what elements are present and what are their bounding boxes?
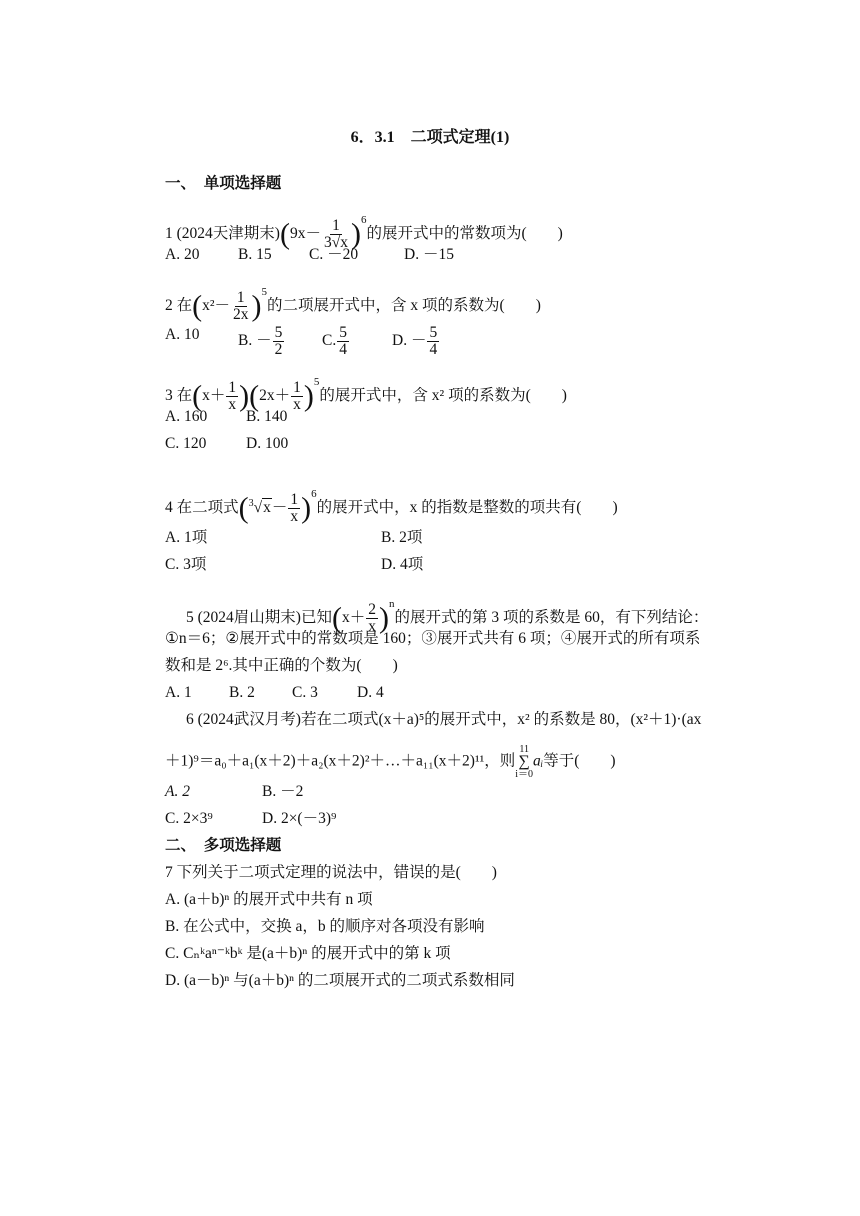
fraction-numerator: 5 <box>429 324 438 341</box>
fraction-numerator: 1 <box>332 217 340 234</box>
question-1-prefix: 1 (2024天津期末) <box>165 225 280 243</box>
question-5-option-c: C. 3 <box>292 684 318 701</box>
question-4-suffix: 的展开式中，x 的指数是整数的项共有( ) <box>316 499 618 517</box>
fraction-denominator: 2x <box>233 306 249 323</box>
question-1-option-c: C. －20 <box>309 246 359 263</box>
close-paren: ) <box>239 379 250 413</box>
option-label: D. － <box>392 332 427 350</box>
question-5-suffix: 的展开式的第 3 项的系数是 60，有下列结论： <box>394 609 709 627</box>
minus-sign: － <box>271 499 288 517</box>
question-6-line-1: 6 (2024武汉月考)若在二项式(x＋a)⁵的展开式中，x² 的系数是 80，(x²＋1)·(ax <box>186 711 702 728</box>
question-3-prefix: 3 在 <box>165 387 193 405</box>
fraction-denominator: 3√x <box>323 234 348 251</box>
section-heading-multiple-choice: 二、 多项选择题 <box>165 837 282 854</box>
question-3-fraction-a <box>226 380 238 413</box>
question-5-option-a: A. 1 <box>165 684 192 701</box>
question-1-expr: 9x－ <box>289 225 321 243</box>
question-2-option-d <box>392 325 440 358</box>
question-2-expr: x²－ <box>202 297 231 315</box>
fraction-denominator: 2 <box>274 341 283 358</box>
question-3-option-a: A. 160 <box>165 408 208 425</box>
fraction-denominator: x <box>368 618 376 635</box>
close-paren: ) <box>301 491 312 525</box>
question-3-option-b: B. 140 <box>246 408 288 425</box>
question-1-option-d: D. －15 <box>404 246 454 263</box>
fraction-numerator: 5 <box>339 324 347 341</box>
option-label: C. <box>322 332 337 350</box>
section-heading-single-choice: 一、 单项选择题 <box>165 175 282 192</box>
question-2-power: 5 <box>261 286 268 298</box>
option-fraction <box>427 325 439 358</box>
fraction-numerator: 1 <box>290 491 299 508</box>
close-paren: ) <box>251 289 262 323</box>
question-4-option-a: A. 1项 <box>165 529 208 546</box>
question-7-option-c: C. Cₙᵏaⁿ⁻ᵏbᵏ 是(a＋b)ⁿ 的展开式中的第 k 项 <box>165 945 451 962</box>
fraction-numerator: 2 <box>368 601 376 618</box>
close-paren: ) <box>378 601 389 635</box>
question-5-option-b: B. 2 <box>229 684 255 701</box>
question-4-option-c: C. 3项 <box>165 556 207 573</box>
question-1-option-a: A. 20 <box>165 246 200 263</box>
question-1-option-b: B. 15 <box>238 246 272 263</box>
question-2-option-c <box>322 325 350 358</box>
question-4-power: 6 <box>311 488 317 500</box>
question-4-prefix: 4 在二项式 <box>165 499 239 517</box>
fraction-denominator: x <box>293 396 301 413</box>
option-label: B. － <box>238 332 272 350</box>
sum-lower-limit: i＝0 <box>515 769 534 780</box>
summation <box>515 744 533 780</box>
question-5-power: n <box>388 598 395 610</box>
question-6-option-d: D. 2×(－3)⁹ <box>262 810 337 827</box>
question-3-power: 5 <box>313 376 320 388</box>
question-6-expansion: ＋1)⁹＝a₀＋a₁(x＋2)＋a₂(x＋2)²＋…＋a₁₁(x＋2)¹¹，则 <box>165 752 516 770</box>
open-paren: ( <box>331 601 342 635</box>
fraction-numerator: 1 <box>228 379 237 396</box>
question-3-expr-a: x＋ <box>202 387 226 405</box>
radical-sign: √ <box>253 499 263 517</box>
fraction-denominator: x <box>290 508 299 525</box>
fraction-numerator: 1 <box>293 379 301 396</box>
question-5-prefix: 5 (2024眉山期末)已知 <box>186 609 332 627</box>
fraction-denominator: x <box>228 396 237 413</box>
question-5-option-d: D. 4 <box>357 684 384 701</box>
sum-symbol: ∑ <box>518 753 530 770</box>
question-6-tail: 等于( ) <box>543 752 616 770</box>
open-paren: ( <box>192 379 203 413</box>
question-4-stem <box>165 488 618 525</box>
question-3-expr-b: 2x＋ <box>259 387 291 405</box>
question-2-stem <box>165 286 541 323</box>
question-4-option-b: B. 2项 <box>381 529 423 546</box>
fraction-denominator: 4 <box>339 341 347 358</box>
question-2-option-b <box>238 325 285 358</box>
question-5-line-2: ①n＝6；②展开式中的常数项是 160；③展开式共有 6 项；④展开式的所有项系 <box>165 630 701 647</box>
question-7-option-a: A. (a＋b)ⁿ 的展开式中共有 n 项 <box>165 891 373 908</box>
question-1-suffix: 的展开式中的常数项为( ) <box>366 225 563 243</box>
sum-upper-limit: 11 <box>519 744 529 755</box>
open-paren: ( <box>238 491 249 525</box>
question-1-stem <box>165 214 563 251</box>
close-paren: ) <box>350 217 361 251</box>
option-fraction <box>273 325 285 358</box>
question-3-suffix: 的展开式中，含 x² 项的系数为( ) <box>319 387 567 405</box>
question-3-option-c: C. 120 <box>165 435 207 452</box>
question-6-line-2 <box>165 744 616 780</box>
fraction-denominator: 4 <box>429 341 438 358</box>
question-1-power: 6 <box>360 214 367 226</box>
question-2-prefix: 2 在 <box>165 297 193 315</box>
question-7-option-d: D. (a－b)ⁿ 与(a＋b)ⁿ 的二项展开式的二项式系数相同 <box>165 972 515 989</box>
question-3-fraction-b <box>291 380 303 413</box>
question-2-option-a: A. 10 <box>165 326 200 343</box>
question-5-expr: x＋ <box>341 609 366 627</box>
sum-term: aᵢ <box>533 752 544 770</box>
question-3-stem <box>165 376 567 413</box>
close-paren: ) <box>303 379 314 413</box>
root-index: 3 <box>248 497 254 509</box>
radicand: x <box>263 499 271 517</box>
question-3-option-d: D. 100 <box>246 435 289 452</box>
question-7-option-b: B. 在公式中，交换 a，b 的顺序对各项没有影响 <box>165 918 485 935</box>
fraction-numerator: 1 <box>236 289 245 306</box>
question-4-option-d: D. 4项 <box>381 556 424 573</box>
question-2-suffix: 的二项展开式中，含 x 项的系数为( ) <box>267 297 541 315</box>
question-6-option-b: B. －2 <box>262 783 304 800</box>
question-7-stem: 7 下列关于二项式定理的说法中，错误的是( ) <box>165 864 497 881</box>
open-paren: ( <box>279 217 290 251</box>
question-4-fraction <box>288 492 300 525</box>
option-fraction <box>337 325 349 358</box>
question-2-fraction <box>231 290 251 323</box>
question-6-option-c: C. 2×3⁹ <box>165 810 213 827</box>
question-6-option-a: A. 2 <box>165 783 190 800</box>
open-paren: ( <box>249 379 260 413</box>
fraction-numerator: 5 <box>274 324 283 341</box>
open-paren: ( <box>192 289 203 323</box>
question-5-line-3: 数和是 2⁶.其中正确的个数为( ) <box>165 657 398 674</box>
page-title: 6．3.1 二项式定理(1) <box>350 129 510 146</box>
